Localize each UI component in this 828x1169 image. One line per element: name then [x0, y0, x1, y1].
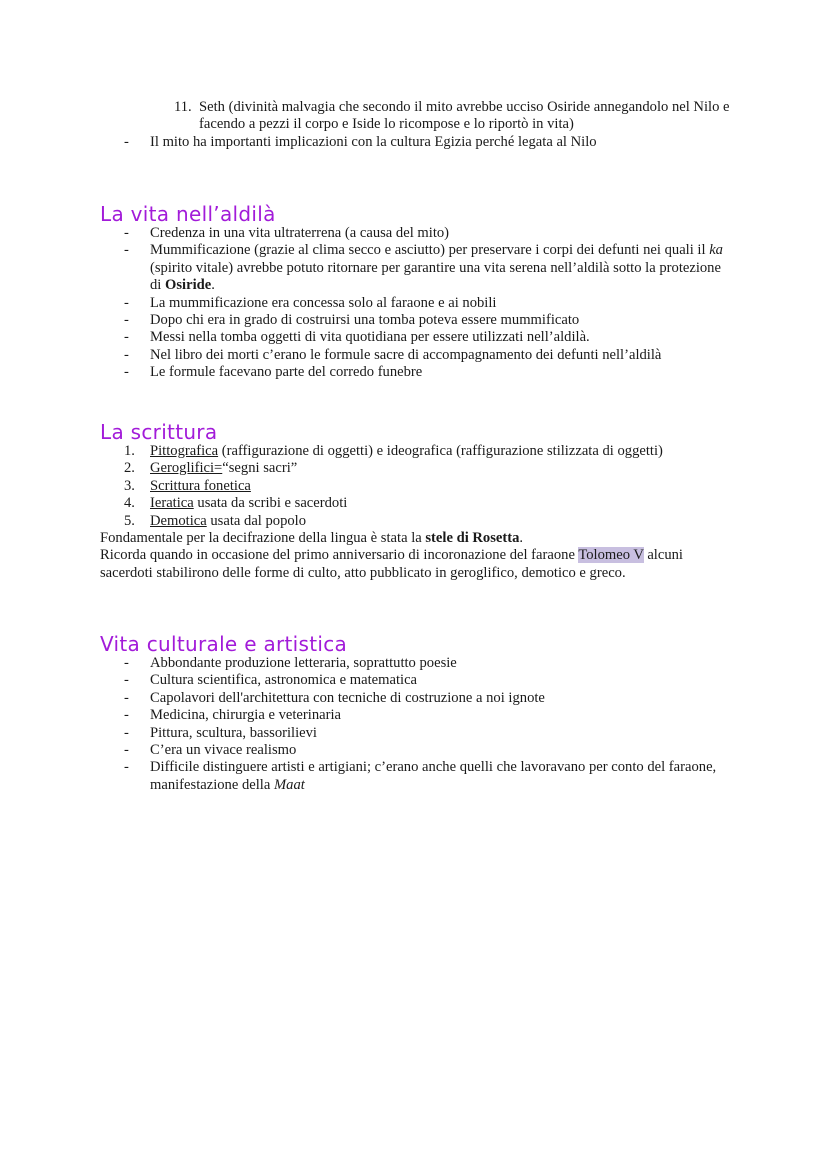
bullet-item: - Difficile distinguere artisti e artigiani; c’erano anche quelli che lavoravano per conto del faraone, manifestazione della Maat — [100, 759, 730, 794]
highlighted-text: Tolomeo V — [578, 547, 644, 564]
bullet-item: - Il mito ha importanti implicazioni con la cultura Egizia perché legata al Nilo — [100, 134, 730, 151]
underlined-term: Scrittura fonetica — [150, 477, 251, 494]
heading-aldila: La vita nell’aldilà — [100, 202, 276, 226]
bullet-list-cultura — [100, 655, 730, 794]
bullet-item: - Nel libro dei morti c’erano le formule sacre di accompagnamento dei defunti nell’aldilà — [100, 347, 730, 364]
bullet-list-aldila — [100, 225, 730, 382]
heading-cultura: Vita culturale e artistica — [100, 632, 348, 656]
list-item: 5. Demotica usata dal popolo — [124, 512, 307, 529]
section-cultura — [100, 633, 730, 794]
heading-scrittura: La scrittura — [100, 420, 218, 444]
bullet-item: - Dopo chi era in grado di costruirsi una tomba poteva essere mummificato — [100, 312, 730, 329]
underlined-term: Geroglifici= — [150, 460, 223, 477]
italic-term-ka: ka — [709, 242, 723, 259]
underlined-term: Ieratica — [150, 495, 194, 512]
intro-section — [100, 99, 730, 151]
list-item-11 — [100, 99, 730, 134]
section-aldila — [100, 203, 730, 382]
bullet-item: - Capolavori dell'architettura con tecniche di costruzione a noi ignote — [100, 690, 730, 707]
bullet-item: - Medicina, chirurgia e veterinaria — [100, 707, 730, 724]
paragraph-rosetta: Fondamentale per la decifrazione della lingua è stata la stele di Rosetta. — [100, 530, 524, 547]
list-item: 4. Ieratica usata da scribi e sacerdoti — [124, 495, 348, 512]
list-item: 2. Geroglifici=“segni sacri” — [124, 460, 298, 477]
numbered-list-continued — [100, 99, 730, 134]
bullet-item: - Cultura scientifica, astronomica e matematica — [100, 672, 730, 689]
italic-term-maat: Maat — [274, 776, 305, 793]
bullet-item: - Pittura, scultura, bassorilievi — [100, 725, 730, 742]
bold-term-rosetta: stele di Rosetta — [425, 530, 520, 547]
bullet-item: - Credenza in una vita ultraterrena (a causa del mito) — [100, 225, 730, 242]
paragraph-tolomeo: Ricorda quando in occasione del primo anniversario di incoronazione del faraone Tolomeo V alcuni sacerdoti stabilirono delle forme di culto, atto pubblicato in geroglifico, demotico e greco. — [100, 547, 683, 581]
numbered-list-scrittura — [100, 443, 730, 530]
bullet-item: - C’era un vivace realismo — [100, 742, 730, 759]
bullet-item: - Messi nella tomba oggetti di vita quotidiana per essere utilizzati nell’aldilà. — [100, 329, 730, 346]
section-scrittura — [100, 421, 730, 582]
list-item: 3. Scrittura fonetica — [124, 477, 251, 494]
item-text: Seth (divinità malvagia che secondo il mito avrebbe ucciso Osiride annegandolo nel Nilo e facendo a pezzi il corpo e Iside lo ricompose e lo riportò in vita) — [199, 99, 730, 133]
bullet-item: - Le formule facevano parte del corredo funebre — [100, 364, 730, 381]
underlined-term: Demotica — [150, 512, 207, 529]
underlined-term: Pittografica — [150, 443, 219, 459]
bold-term-osiride: Osiride — [165, 277, 212, 294]
list-item: 1. Pittografica (raffigurazione di oggetti) e ideografica (raffigurazione stilizzata di oggetti) — [124, 443, 663, 459]
item-number: 11. — [174, 99, 192, 115]
bullet-item: - Abbondante produzione letteraria, soprattutto poesie — [100, 655, 730, 672]
bullet-list — [100, 134, 730, 151]
bullet-item: - La mummificazione era concessa solo al faraone e ai nobili — [100, 295, 730, 312]
bullet-item: - Mummificazione (grazie al clima secco e asciutto) per preservare i corpi dei defunti nei quali il ka (spirito vitale) avrebbe potuto ritornare per garantire una vita serena nell’aldilà sotto la protezione di Osiride. — [100, 242, 730, 294]
